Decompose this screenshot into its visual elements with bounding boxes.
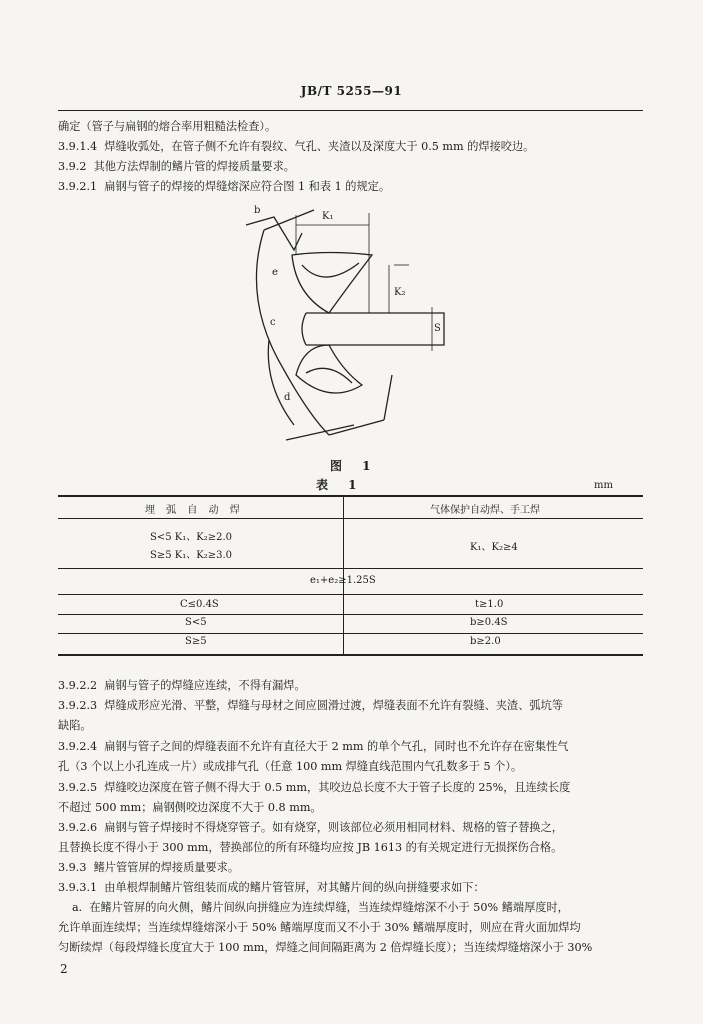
table-top-rule (58, 495, 643, 497)
paragraph-continuation: 不超过 500 mm；扁钢侧咬边深度不大于 0.8 mm。 (58, 801, 322, 814)
table-row5-left: S≥5 (185, 636, 207, 647)
paragraph-3-9-2: 3.9.2 其他方法焊制的鳍片管的焊接质量要求。 (58, 160, 295, 173)
table-col-divider-lower (343, 594, 344, 654)
paragraph-continuation: 匀断续焊（每段焊缝长度宜大于 100 mm，焊缝之间间隔距离为 2 倍焊缝长度）；当连续焊缝熔深小于 30% (58, 941, 593, 954)
table-row1-right: K₁、K₂≥4 (470, 542, 518, 553)
table-header-rule (58, 518, 643, 519)
paragraph-continuation: 且替换长度不得小于 300 mm，替换部位的所有环缝均应按 JB 1613 的有关规定进行无损探伤合格。 (58, 841, 563, 854)
paragraph-3-9-2-3: 3.9.2.3 焊缝成形应光滑、平整，焊缝与母材之间应圆滑过渡，焊缝表面不允许有裂缝、夹渣、弧坑等 (58, 699, 563, 712)
table-header-gas: 气体保护自动焊、手工焊 (430, 505, 540, 516)
paragraph-3-9-3-1: 3.9.3.1 由单根焊制鳍片管组装而成的鳍片管管屏，对其鳍片间的纵向拼缝要求如下： (58, 881, 485, 894)
table-rule (58, 568, 643, 569)
table-row4-right: b≥0.4S (470, 617, 508, 628)
flat-bar (306, 313, 444, 345)
label-b: b (254, 205, 261, 216)
upper-weld (292, 253, 372, 314)
table-row2: e₁+e₂≥1.25S (310, 575, 376, 586)
table-rule (58, 614, 643, 615)
paragraph-3-9-3: 3.9.3 鳍片管管屏的焊接质量要求。 (58, 861, 240, 874)
table-rule (58, 633, 643, 634)
paragraph-3-9-2-2: 3.9.2.2 扁钢与管子的焊缝应连续，不得有漏焊。 (58, 679, 306, 692)
label-k2: K₂ (394, 287, 406, 298)
paragraph-3-9-2-5: 3.9.2.5 焊缝咬边深度在管子侧不得大于 0.5 mm，其咬边总长度不大于管子长度的 25%，且连续长度 (58, 781, 571, 794)
paragraph-continuation: 允许单面连续焊；当连续焊缝熔深小于 50% 鳍端厚度而又不小于 30% 鳍端厚度时，则应在背火面加焊均 (58, 921, 581, 934)
paragraph-3-9-2-6: 3.9.2.6 扁钢与管子焊接时不得烧穿管子。如有烧穿，则该部位必须用相同材料、规格的管子替换之， (58, 821, 563, 834)
label-k1: K₁ (322, 211, 334, 222)
page-number: 2 (60, 962, 68, 976)
table-row1-left-b: S≥5 K₁、K₂≥3.0 (150, 550, 233, 561)
paragraph-3-9-2-4: 3.9.2.4 扁钢与管子之间的焊缝表面不允许有直径大于 2 mm 的单个气孔，同时也不允许存在密集性气 (58, 740, 569, 753)
table-row3-left: C≤0.4S (180, 599, 219, 610)
label-e: e (272, 267, 278, 278)
paragraph-continuation: 孔（3 个以上小孔连成一片）或成排气孔（任意 100 mm 焊缝直线范围内气孔数多于 5 个）。 (58, 760, 523, 773)
figure-caption: 图 1 (330, 459, 379, 473)
table-row5-right: b≥2.0 (470, 636, 501, 647)
label-c: c (270, 317, 276, 328)
table-unit: mm (594, 480, 613, 491)
paragraph-item-a: a. 在鳍片管屏的向火侧，鳍片间纵向拼缝应为连续焊缝，当连续焊缝熔深不小于 50% 鳍端厚度时， (72, 901, 569, 914)
table-row3-right: t≥1.0 (475, 599, 504, 610)
label-s: S (434, 323, 441, 334)
standard-header: JB/T 5255—91 (300, 84, 403, 98)
table-row4-left: S<5 (185, 617, 207, 628)
figure-1-diagram (234, 195, 464, 445)
table-bottom-rule (58, 654, 643, 656)
label-d: d (284, 392, 291, 403)
table-rule (58, 594, 643, 595)
table-row1-left-a: S<5 K₁、K₂≥2.0 (150, 532, 233, 543)
table-header-saw: 埋 弧 自 动 焊 (145, 505, 244, 516)
paragraph-continuation: 缺陷。 (58, 719, 92, 732)
paragraph: 确定（管子与扁钢的熔合率用粗糙法检查）。 (58, 120, 277, 133)
paragraph-3-9-2-1: 3.9.2.1 扁钢与管子的焊接的焊缝熔深应符合图 1 和表 1 的规定。 (58, 180, 391, 193)
table-title: 表 1 (316, 478, 365, 492)
header-rule (58, 110, 643, 111)
paragraph-3-9-1-4: 3.9.1.4 焊缝收弧处，在管子侧不允许有裂纹、气孔、夹渣以及深度大于 0.5 mm 的焊接咬边。 (58, 140, 535, 153)
